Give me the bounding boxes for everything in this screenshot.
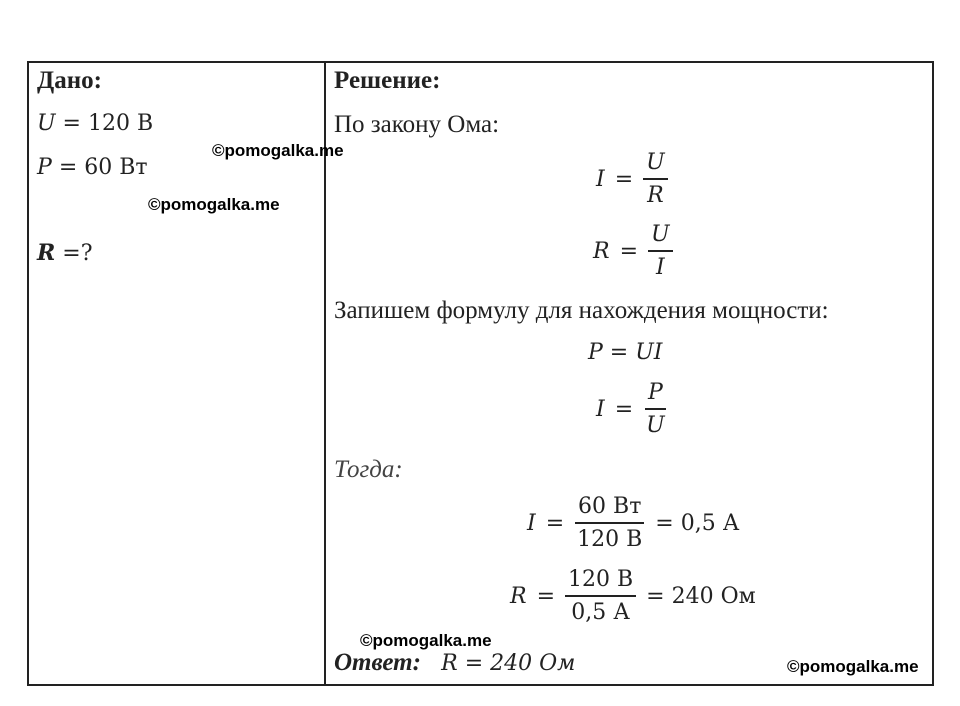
given-heading: Дано: (37, 67, 102, 94)
given-power (37, 157, 148, 179)
answer-value: R = 240 Ом (441, 651, 576, 676)
watermark: ©pomogalka.me (148, 195, 280, 214)
unknown-marker: =? (62, 241, 93, 266)
eq6-lhs: R (510, 583, 527, 609)
eq4-fraction (643, 380, 668, 438)
eq4-lhs: I (596, 396, 605, 422)
watermark: ©pomogalka.me (360, 631, 492, 650)
eq2-den: I (655, 255, 665, 280)
eq5-result: = 0,5 А (655, 510, 740, 536)
solution-heading: Решение: (334, 67, 441, 94)
eq2-op: = (619, 238, 639, 264)
given-unknown (37, 242, 93, 265)
eq2-lhs: R (593, 238, 610, 264)
eq5-op: = (545, 510, 565, 536)
eq4-num: P (645, 380, 666, 410)
watermark: ©pomogalka.me (212, 141, 344, 160)
voltage-symbol: U (37, 111, 56, 136)
equation-current-calc (527, 494, 739, 552)
answer-line (334, 650, 575, 675)
equation-resistance-calc (510, 567, 756, 625)
eq1-den: R (647, 183, 664, 208)
equation-power: P = UI (588, 340, 663, 365)
eq2-fraction (648, 222, 673, 280)
watermark: ©pomogalka.me (787, 657, 919, 676)
power-formula-text: Запишем формулу для нахождения мощности: (334, 297, 829, 324)
eq1-lhs: I (596, 166, 605, 192)
eq2-num: U (648, 222, 673, 252)
eq1-num: U (643, 150, 668, 180)
power-symbol: P (37, 155, 52, 180)
power-value: = 60 Вт (58, 155, 148, 180)
ohm-law-text: По закону Ома: (334, 111, 500, 138)
eq6-result: = 240 Ом (646, 583, 756, 609)
then-text: Тогда: (334, 456, 403, 483)
eq4-op: = (614, 396, 634, 422)
eq4-den: U (646, 413, 665, 438)
eq5-fraction (574, 494, 645, 552)
given-voltage (37, 113, 153, 135)
equation-current-ohm (596, 150, 668, 208)
solution-table (27, 61, 934, 686)
equation-current-power (596, 380, 668, 438)
voltage-value: = 120 В (62, 111, 154, 136)
eq6-num: 120 В (565, 567, 636, 597)
equation-resistance-ohm (593, 222, 673, 280)
eq1-op: = (614, 166, 634, 192)
answer-label: Ответ: (334, 649, 421, 676)
eq1-fraction (643, 150, 668, 208)
eq5-num: 60 Вт (575, 494, 644, 524)
eq6-op: = (536, 583, 556, 609)
eq5-den: 120 В (577, 527, 643, 552)
eq6-den: 0,5 А (571, 600, 630, 625)
eq6-fraction (565, 567, 636, 625)
resistance-symbol: R (37, 240, 56, 266)
eq5-lhs: I (527, 510, 536, 536)
